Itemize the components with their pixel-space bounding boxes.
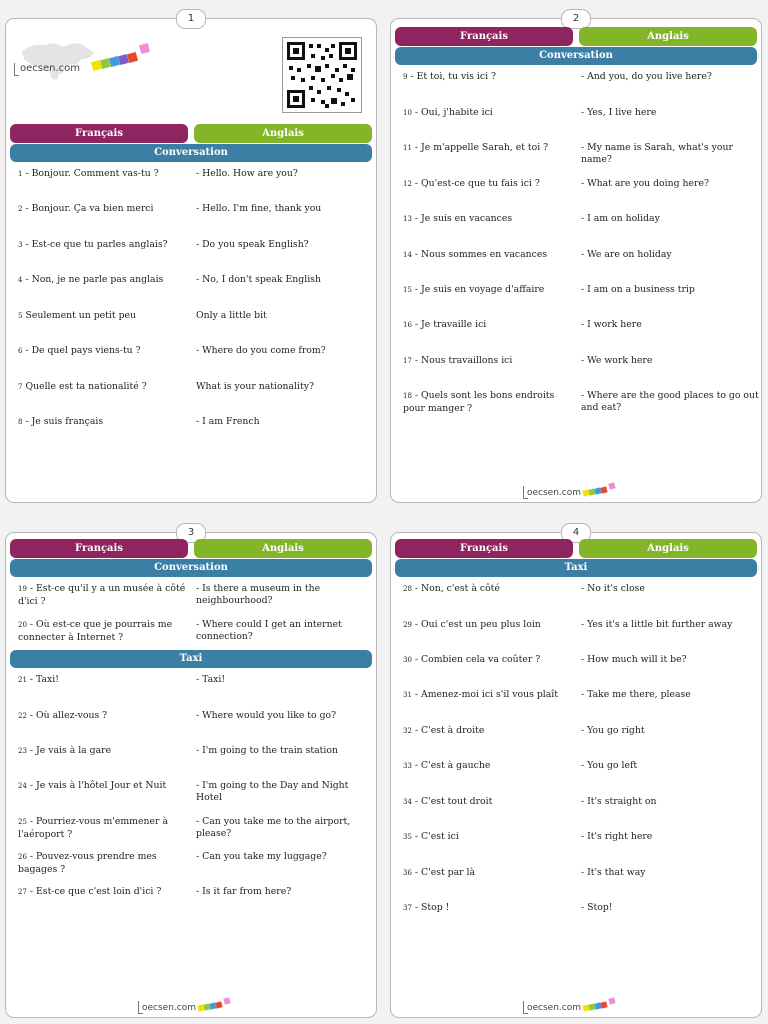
french-phrase: 4 - Non, je ne parle pas anglais — [18, 274, 164, 285]
francais-header: Français — [395, 27, 573, 46]
english-phrase: - Where would you like to go? — [196, 710, 337, 721]
french-phrase: 26 - Pouvez-vous prendre mes bagages ? — [18, 851, 157, 875]
language-header — [395, 27, 757, 46]
english-phrase: - Is there a museum in the neighbourhood? — [196, 583, 321, 606]
anglais-header: Anglais — [194, 539, 372, 558]
french-phrase: 28 - Non, c'est à côté — [403, 583, 500, 594]
english-phrase: - Do you speak English? — [196, 239, 309, 250]
french-phrase: 27 - Est-ce que c'est loin d'ici ? — [18, 886, 162, 897]
english-phrase: - I am on a business trip — [581, 284, 695, 295]
french-phrase: 8 - Je suis français — [18, 416, 104, 427]
card-page-3 — [5, 527, 377, 1018]
english-phrase: - Is it far from here? — [196, 886, 292, 897]
english-phrase: - Yes, I live here — [581, 107, 657, 118]
section-title-taxi: Taxi — [10, 650, 372, 668]
card-page-2 — [390, 13, 762, 503]
logo-text: oecsen.com — [527, 488, 582, 498]
english-phrase: - I am on holiday — [581, 213, 660, 224]
english-phrase: - You go right — [581, 725, 645, 736]
english-phrase: - I'm going to the train station — [196, 745, 338, 756]
french-phrase: 36 - C'est par là — [403, 867, 476, 878]
english-phrase: - Where are the good places to go out and eat? — [581, 390, 759, 413]
french-phrase: 5 Seulement un petit peu — [18, 310, 137, 321]
french-phrase: 16 - Je travaille ici — [403, 319, 487, 330]
french-phrase: 6 - De quel pays viens-tu ? — [18, 345, 141, 356]
english-phrase: - It's right here — [581, 831, 653, 842]
french-phrase: 31 - Amenez-moi ici s'il vous plaît — [403, 689, 558, 700]
french-phrase: 11 - Je m'appelle Sarah, et toi ? — [403, 142, 549, 153]
logo-text: oecsen.com — [527, 1003, 582, 1013]
french-phrase: 37 - Stop ! — [403, 902, 450, 913]
english-phrase: - Hello. How are you? — [196, 168, 298, 179]
english-phrase: - It's straight on — [581, 796, 657, 807]
english-phrase: - Can you take my luggage? — [196, 851, 327, 862]
english-phrase: - We work here — [581, 355, 653, 366]
english-phrase: - We are on holiday — [581, 249, 672, 260]
anglais-header: Anglais — [194, 124, 372, 143]
english-phrase: - Taxi! — [196, 674, 226, 685]
french-phrase: 35 - C'est ici — [403, 831, 459, 842]
brand-logo — [12, 37, 162, 83]
french-phrase: 17 - Nous travaillons ici — [403, 355, 513, 366]
english-phrase: What is your nationality? — [196, 381, 314, 392]
francais-header: Français — [395, 539, 573, 558]
french-phrase: 12 - Qu'est-ce que tu fais ici ? — [403, 178, 540, 189]
english-phrase: - Hello. I'm fine, thank you — [196, 203, 322, 214]
francais-header: Français — [10, 124, 188, 143]
language-header — [10, 539, 372, 558]
french-phrase: 30 - Combien cela va coûter ? — [403, 654, 541, 665]
english-phrase: - It's that way — [581, 867, 646, 878]
english-phrase: - And you, do you live here? — [581, 71, 712, 82]
footer-logo — [521, 995, 631, 1013]
language-header — [395, 539, 757, 558]
world-map-icon — [12, 37, 162, 83]
language-header — [10, 124, 372, 143]
page-number: 4 — [561, 523, 591, 543]
french-phrase: 3 - Est-ce que tu parles anglais? — [18, 239, 168, 250]
english-phrase: - My name is Sarah, what's your name? — [581, 142, 733, 165]
card-page-1 — [5, 13, 377, 503]
french-phrase: 21 - Taxi! — [18, 674, 59, 685]
english-phrase: - You go left — [581, 760, 638, 771]
french-phrase: 18 - Quels sont les bons endroits pour manger ? — [403, 390, 555, 414]
english-phrase: - What are you doing here? — [581, 178, 709, 189]
anglais-header: Anglais — [579, 27, 757, 46]
english-phrase: - I am French — [196, 416, 260, 427]
french-phrase: 29 - Oui c'est un peu plus loin — [403, 619, 541, 630]
french-phrase: 22 - Où allez-vous ? — [18, 710, 108, 721]
english-phrase: - Yes it's a little bit further away — [581, 619, 733, 630]
francais-header: Français — [10, 539, 188, 558]
footer-logo — [521, 480, 631, 498]
english-phrase: - How much will it be? — [581, 654, 687, 665]
french-phrase: 2 - Bonjour. Ça va bien merci — [18, 203, 154, 214]
page-number: 2 — [561, 9, 591, 29]
section-title: Conversation — [395, 47, 757, 65]
french-phrase: 25 - Pourriez-vous m'emmener à l'aéroport ? — [18, 816, 168, 840]
page-number: 3 — [176, 523, 206, 543]
french-phrase: 33 - C'est à gauche — [403, 760, 491, 771]
french-phrase: 32 - C'est à droite — [403, 725, 485, 736]
french-phrase: 23 - Je vais à la gare — [18, 745, 112, 756]
english-phrase: - Where do you come from? — [196, 345, 326, 356]
english-phrase: - Take me there, please — [581, 689, 691, 700]
english-phrase: - No it's close — [581, 583, 645, 594]
section-title: Conversation — [10, 559, 372, 577]
english-phrase: - I'm going to the Day and Night Hotel — [196, 780, 349, 803]
french-phrase: 9 - Et toi, tu vis ici ? — [403, 71, 496, 82]
section-title: Taxi — [395, 559, 757, 577]
french-phrase: 14 - Nous sommes en vacances — [403, 249, 548, 260]
english-phrase: - Stop! — [581, 902, 613, 913]
french-phrase: 24 - Je vais à l'hôtel Jour et Nuit — [18, 780, 167, 791]
french-phrase: 13 - Je suis en vacances — [403, 213, 513, 224]
french-phrase: 34 - C'est tout droit — [403, 796, 493, 807]
anglais-header: Anglais — [579, 539, 757, 558]
logo-text: oecsen.com — [142, 1003, 197, 1013]
page-number: 1 — [176, 9, 206, 29]
french-phrase: 20 - Où est-ce que je pourrais me connecter à Internet ? — [18, 619, 173, 643]
french-phrase: 7 Quelle est ta nationalité ? — [18, 381, 147, 392]
section-title: Conversation — [10, 144, 372, 162]
logo-text: oecsen.com — [20, 63, 81, 74]
qr-code-icon — [282, 37, 362, 113]
french-phrase: 1 - Bonjour. Comment vas-tu ? — [18, 168, 159, 179]
english-phrase: Only a little bit — [196, 310, 267, 321]
footer-logo — [136, 995, 246, 1013]
french-phrase: 10 - Oui, j'habite ici — [403, 107, 493, 118]
french-phrase: 15 - Je suis en voyage d'affaire — [403, 284, 545, 295]
english-phrase: - No, I don't speak English — [196, 274, 321, 285]
english-phrase: - Where could I get an internet connection? — [196, 619, 342, 642]
french-phrase: 19 - Est-ce qu'il y a un musée à côté d'ici ? — [18, 583, 186, 607]
english-phrase: - Can you take me to the airport, please? — [196, 816, 351, 839]
english-phrase: - I work here — [581, 319, 642, 330]
card-page-4 — [390, 527, 762, 1018]
